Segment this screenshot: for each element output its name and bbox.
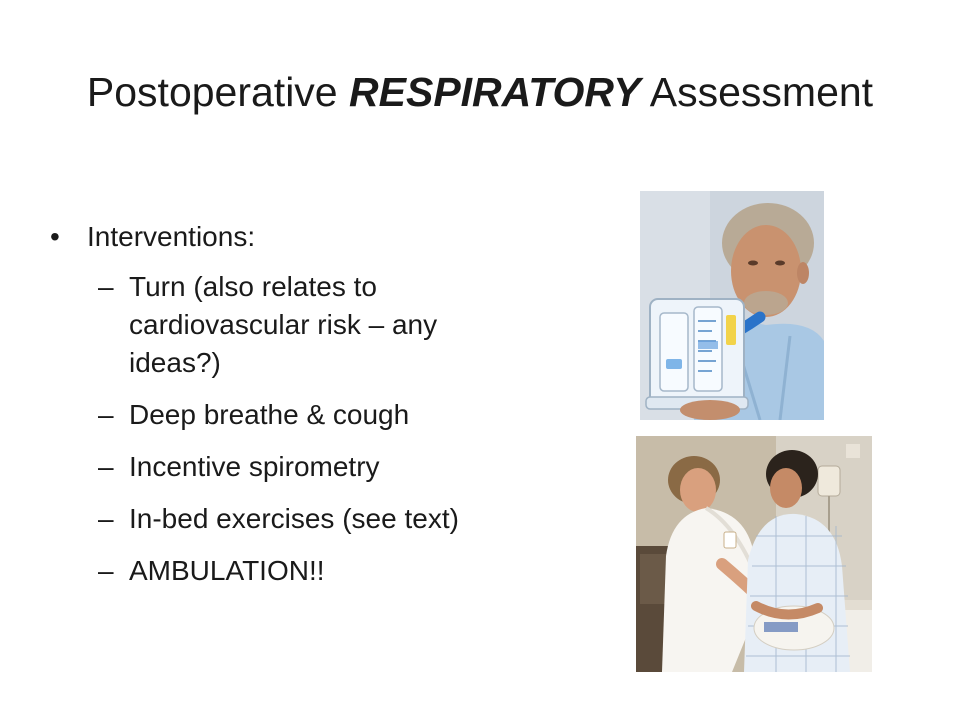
bullet-interventions <box>48 218 518 256</box>
sub-bullet-text: Turn (also relates to cardiovascular risk – any ideas?) <box>129 271 438 378</box>
bullet-dot-icon: • <box>50 221 60 252</box>
dash-icon: – <box>98 399 114 430</box>
sub-bullet-spirometry <box>48 448 518 486</box>
nurse-photo <box>636 436 872 672</box>
nurse-patient-illustration <box>636 436 872 672</box>
title-suffix: Assessment <box>640 69 874 115</box>
spirometer-photo <box>640 191 824 420</box>
sub-bullet-deep-breathe <box>48 396 518 434</box>
sub-bullet-text: In-bed exercises (see text) <box>129 503 459 534</box>
spirometer-illustration <box>640 191 824 420</box>
bullet-text: Interventions: <box>87 221 256 252</box>
title-emphasis: RESPIRATORY <box>349 69 641 115</box>
sub-bullet-text: Incentive spirometry <box>129 451 380 482</box>
sub-bullet-in-bed-exercises <box>48 500 518 538</box>
dash-icon: – <box>98 503 114 534</box>
title-prefix: Postoperative <box>86 69 350 115</box>
sub-bullet-turn <box>48 268 518 382</box>
dash-icon: – <box>98 451 114 482</box>
sub-bullet-text: AMBULATION!! <box>129 555 325 586</box>
dash-icon: – <box>98 271 114 302</box>
sub-bullet-text: Deep breathe & cough <box>129 399 410 430</box>
bullet-list <box>48 218 518 604</box>
slide-title <box>0 66 960 118</box>
dash-icon: – <box>98 555 114 586</box>
sub-bullet-ambulation <box>48 552 518 590</box>
